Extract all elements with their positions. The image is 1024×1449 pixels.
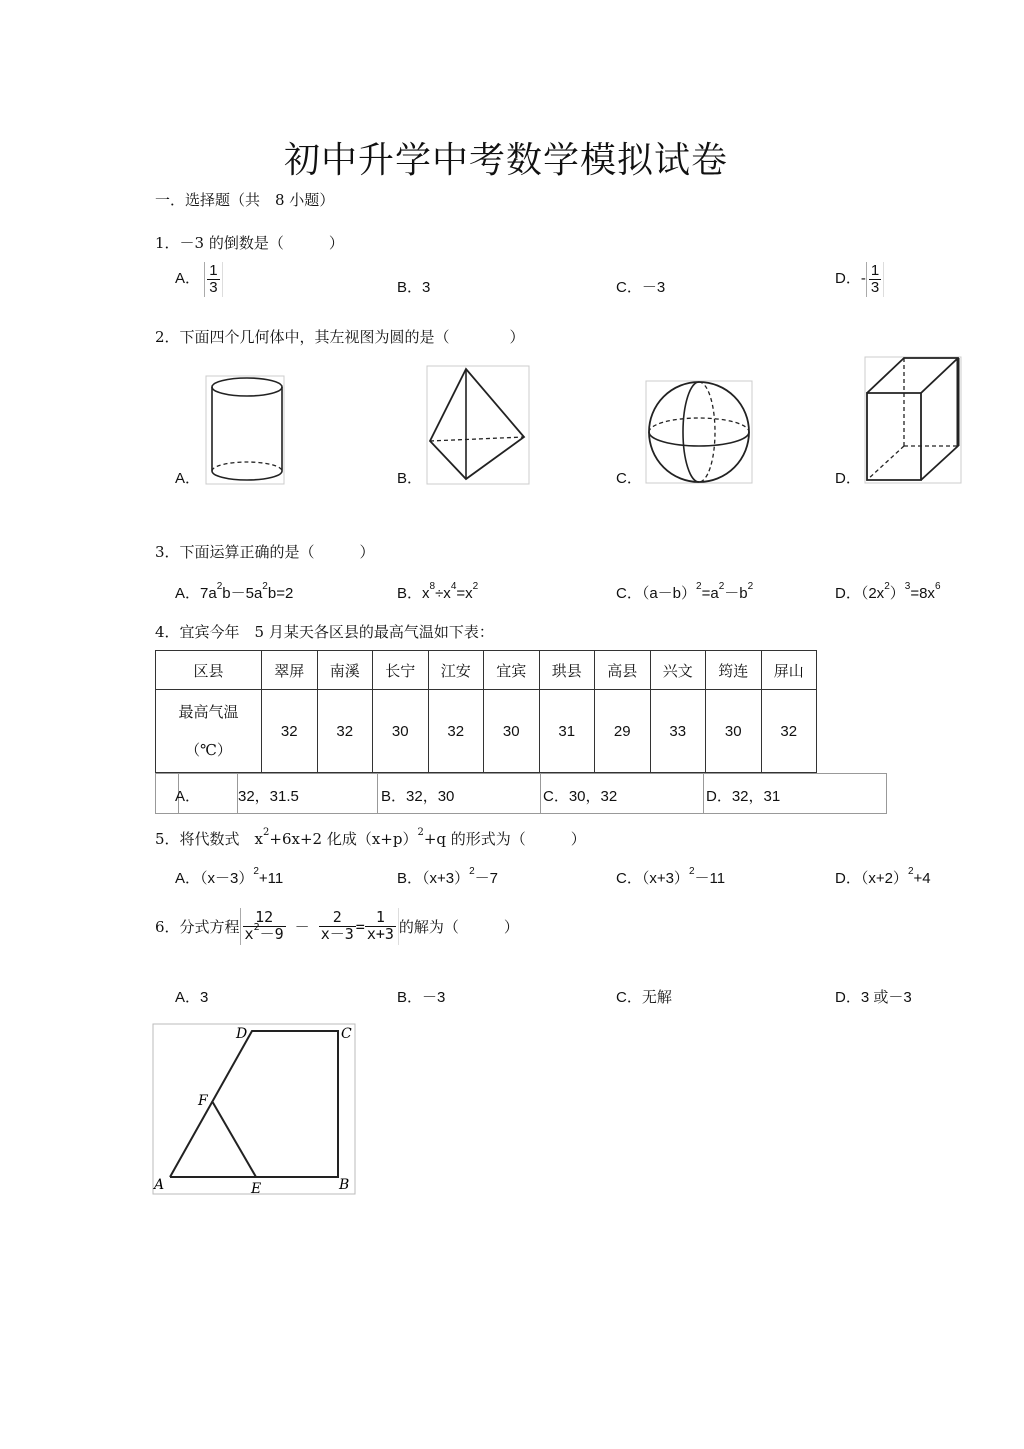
- q2-label-b: B．: [397, 470, 423, 487]
- county-cell: 南溪: [317, 651, 373, 690]
- county-cell: 兴文: [650, 651, 706, 690]
- table-row: [156, 690, 817, 773]
- q4-option-a-label: A．: [175, 788, 201, 805]
- row-label: 最高气温 （℃）: [156, 690, 262, 773]
- temp-cell: 32: [761, 690, 817, 773]
- temp-cell: 29: [595, 690, 651, 773]
- county-cell: 高县: [595, 651, 651, 690]
- county-cell: 宜宾: [484, 651, 540, 690]
- fraction: $\frac{1}{x+3}$: [366, 908, 394, 943]
- geometry-figure: [152, 1023, 356, 1195]
- cylinder-icon: [205, 375, 285, 485]
- q1-d-fraction: $\frac{1}{3}$: [866, 262, 884, 297]
- fraction: $\frac{12}{x^2-9}$: [244, 908, 284, 943]
- point-label-f: F: [198, 1093, 208, 1109]
- temp-cell: 31: [539, 690, 595, 773]
- temp-cell: 32: [428, 690, 484, 773]
- q6-equation: $\frac{12}{x^2-9}$ － $\frac{2}{x-3}$ = $\frac{1}{x+3}$: [240, 908, 399, 945]
- section-heading: 一．选择题（共 8 小题）: [155, 191, 335, 209]
- divider: [703, 773, 704, 813]
- temperature-table: [155, 650, 817, 773]
- q5-stem: 5．将代数式 $x^2+6x+2$ 化成$(x+p)^2+q$ 的形式为（ ）: [155, 827, 586, 848]
- q1-option-a: A． $\frac{1}{3}$: [175, 262, 223, 297]
- q2-label-d: D．: [835, 470, 861, 487]
- q4-option-c: C．30，32: [543, 788, 618, 805]
- cuboid-icon: [864, 356, 962, 484]
- q5-option-b: B．$(x+3)^2-7$: [397, 866, 499, 887]
- q6-option-a: A．3: [175, 989, 209, 1006]
- point-label-c: C: [341, 1026, 352, 1042]
- temp-cell: 32: [262, 690, 318, 773]
- q4-option-a-value: 32，31.5: [238, 788, 299, 805]
- q6-option-c: C．无解: [616, 989, 672, 1006]
- table-row: [156, 651, 817, 690]
- point-label-b: B: [339, 1177, 350, 1193]
- q1-stem: 1．－3 的倒数是（ ）: [155, 234, 344, 252]
- temp-cell: 33: [650, 690, 706, 773]
- q1-option-d: D．- $\frac{1}{3}$: [835, 262, 884, 297]
- page-title: 初中升学中考数学模拟试卷: [284, 140, 729, 181]
- q2-label-c: C．: [616, 470, 642, 487]
- q3-option-c: C．$(a-b)^2=a^2-b^2$: [616, 581, 754, 602]
- q3-stem: 3．下面运算正确的是（ ）: [155, 543, 375, 561]
- q4-option-d: D．32，31: [706, 788, 781, 805]
- q1-option-c: C．－3: [616, 279, 666, 296]
- q1-option-b: B．3: [397, 279, 431, 296]
- q5-option-a: A．$(x-3)^2+11$: [175, 866, 284, 887]
- divider: [540, 773, 541, 813]
- temp-cell: 30: [484, 690, 540, 773]
- temp-cell: 32: [317, 690, 373, 773]
- q3-option-b: B．$x^8\div x^4=x^2$: [397, 581, 479, 602]
- tetrahedron-icon: [426, 365, 530, 485]
- county-cell: 翠屏: [262, 651, 318, 690]
- q6-option-b: B．－3: [397, 989, 446, 1006]
- county-cell: 筠连: [706, 651, 762, 690]
- temp-cell: 30: [706, 690, 762, 773]
- q2-label-a: A．: [175, 470, 201, 487]
- county-cell: 长宁: [373, 651, 429, 690]
- sphere-icon: [645, 380, 753, 484]
- divider: [377, 773, 378, 813]
- q3-option-d: D．$(2x^2)^3=8x^6$: [835, 581, 941, 602]
- point-label-d: D: [236, 1026, 248, 1042]
- q5-option-d: D．$(x+2)^2+4$: [835, 866, 931, 887]
- q6-stem: 6．分式方程 $\frac{12}{x^2-9}$ － $\frac{2}{x-3}$ = $\frac{1}{x+3}$ 的解为（ ）: [155, 908, 519, 943]
- q6-option-d: D．3 或－3: [835, 989, 912, 1006]
- q4-option-b: B．32，30: [381, 788, 455, 805]
- point-label-e: E: [251, 1181, 262, 1197]
- q2-stem: 2．下面四个几何体中，其左视图为圆的是（ ）: [155, 328, 525, 346]
- q4-stem: 4．宜宾今年 5 月某天各区县的最高气温如下表：: [155, 623, 494, 641]
- table-header-label: 区县: [156, 651, 262, 690]
- q5-option-c: C．$(x+3)^2-11$: [616, 866, 726, 887]
- fraction: $\frac{2}{x-3}$: [320, 908, 354, 943]
- q1-a-fraction: $\frac{1}{3}$: [204, 262, 222, 297]
- county-cell: 珙县: [539, 651, 595, 690]
- county-cell: 屏山: [761, 651, 817, 690]
- point-label-a: A: [154, 1177, 165, 1193]
- county-cell: 江安: [428, 651, 484, 690]
- temp-cell: 30: [373, 690, 429, 773]
- q3-option-a: A．$7a^2b-5a^2b=2$: [175, 581, 294, 602]
